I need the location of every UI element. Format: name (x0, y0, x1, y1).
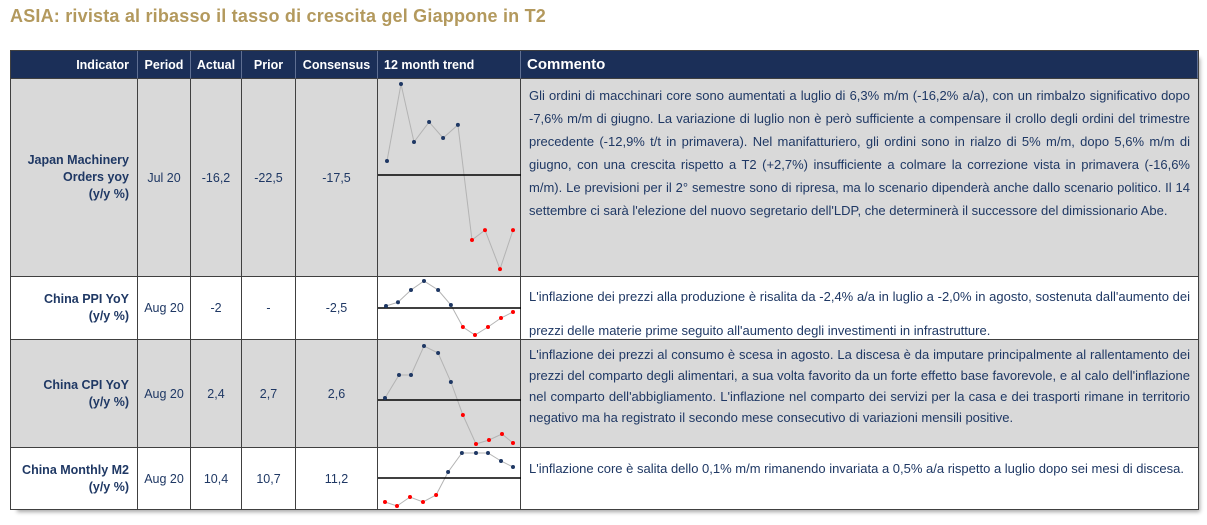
period-cell: Jul 20 (138, 79, 191, 277)
comment-cell: L'inflazione dei prezzi al consumo è scesa in agosto. La discesa è da imputare principalmente al rallentamento dei prezzi del comparto degli alimentari, a sua volta favorito da un forte effetto base favorevole, e al calo dell'inflazione nel comparto dell'abbigliamento. L'inflazione nel comparto dei servizi per la casa e dei trasporti rimane in territorio negativo ma ha registrato il secondo mese consecutivo di variazioni mensili positive. (521, 340, 1198, 448)
indicator-name: China CPI YoY (43, 377, 129, 392)
indicator-name: Japan Machinery Orders yoy (27, 153, 129, 185)
sparkline-chart-china-monthly-m2 (378, 448, 521, 509)
prior-cell: 10,7 (242, 448, 296, 509)
trend-cell (378, 79, 521, 277)
actual-cell: -16,2 (191, 79, 242, 277)
indicator-unit: (y/y %) (88, 394, 129, 409)
column-header-indicator: Indicator (11, 51, 138, 79)
period-cell: Aug 20 (138, 277, 191, 340)
prior-cell: 2,7 (242, 340, 296, 448)
actual-cell: 10,4 (191, 448, 242, 509)
page-title: ASIA: rivista al ribasso il tasso di crescita gel Giappone in T2 (10, 6, 546, 26)
consensus-cell: 2,6 (296, 340, 378, 448)
consensus-cell: -17,5 (296, 79, 378, 277)
column-header-period: Period (138, 51, 191, 79)
trend-cell (378, 448, 521, 509)
comment-cell: Gli ordini di macchinari core sono aumentati a luglio di 6,3% m/m (-16,2% a/a), con un rimbalzo significativo dopo -7,6% m/m di giugno. La variazione di luglio non è però sufficiente a compensare il crollo degli ordini del trimestre precedente (-12,9% t/t in primavera). Nel manifatturiero, gli ordini sono in rialzo di 5% m/m, dopo 5,6% m/m di giugno, con una crescita rispetto a T2 (+2,7%) insufficiente a colmare la correzione vista in primavera (-16,6% m/m). Le previsioni per il 2° semestre sono di ripresa, ma lo scenario dipenderà anche dallo scenario politico. Il 14 settembre ci sarà l'elezione del nuovo segretario dell'LDP, che determinerà il successore del dimissionario Abe. (521, 79, 1198, 277)
column-header-consensus: Consensus (296, 51, 378, 79)
column-header-trend: 12 month trend (378, 51, 521, 79)
indicator-cell-china-cpi-yoy (11, 340, 138, 448)
sparkline-chart-japan-machinery-orders (378, 79, 521, 277)
comment-cell: L'inflazione core è salita dello 0,1% m/m rimanendo invariata a 0,5% a/a rispetto a luglio dopo sei mesi di discesa. (521, 448, 1198, 509)
indicator-cell-china-monthly-m2 (11, 448, 138, 509)
trend-cell (378, 340, 521, 448)
indicator-name: China PPI YoY (44, 292, 129, 307)
column-header-comment: Commento (521, 51, 1198, 79)
indicators-table (10, 50, 1199, 510)
trend-cell (378, 277, 521, 340)
indicator-cell-japan-machinery-orders (11, 79, 138, 277)
prior-cell: -22,5 (242, 79, 296, 277)
indicator-unit: (y/y %) (88, 479, 129, 494)
period-cell: Aug 20 (138, 448, 191, 509)
column-header-actual: Actual (191, 51, 242, 79)
column-header-prior: Prior (242, 51, 296, 79)
indicator-unit: (y/y %) (88, 309, 129, 323)
actual-cell: -2 (191, 277, 242, 340)
prior-cell: - (242, 277, 296, 340)
indicator-cell-china-ppi-yoy (11, 277, 138, 340)
indicator-unit: (y/y %) (88, 186, 129, 201)
consensus-cell: 11,2 (296, 448, 378, 509)
consensus-cell: -2,5 (296, 277, 378, 340)
actual-cell: 2,4 (191, 340, 242, 448)
comment-cell: L'inflazione dei prezzi alla produzione è risalita da -2,4% a/a in luglio a -2,0% in agosto, sostenuta dall'aumento dei prezzi delle materie prime seguito all'aumento degli investimenti in infrastrutture. (521, 277, 1198, 340)
indicator-name: China Monthly M2 (22, 462, 129, 477)
sparkline-chart-china-ppi-yoy (378, 277, 521, 340)
sparkline-chart-china-cpi-yoy (378, 340, 521, 448)
period-cell: Aug 20 (138, 340, 191, 448)
